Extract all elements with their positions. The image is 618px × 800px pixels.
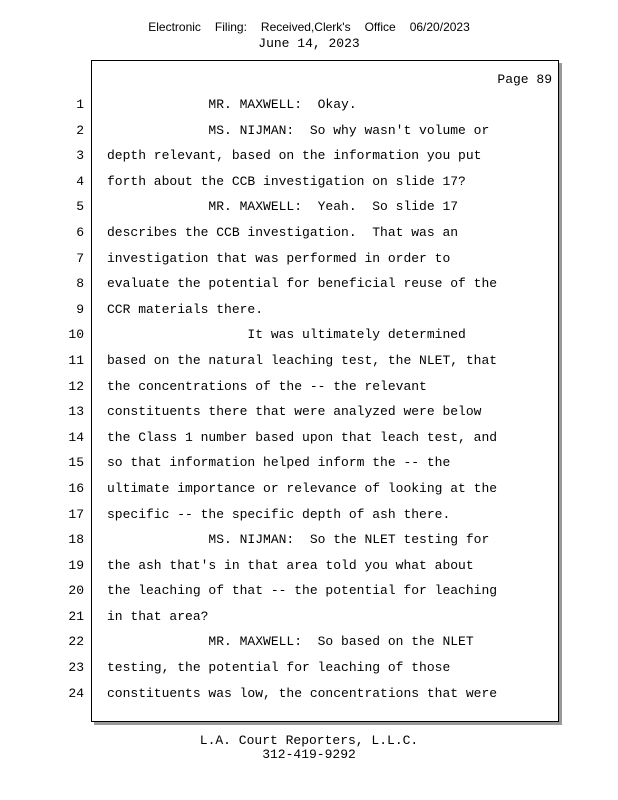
transcript-line: depth relevant, based on the information you put: [107, 148, 482, 164]
transcript-line: in that area?: [107, 608, 209, 624]
line-number: 6: [76, 224, 84, 240]
line-number: 22: [68, 634, 84, 650]
line-number: 18: [68, 532, 84, 548]
filing-stamp-part: 06/20/2023: [409, 20, 470, 34]
transcript-line: MS. NIJMAN: So why wasn't volume or: [107, 122, 490, 138]
reporter-company: L.A. Court Reporters, L.L.C.: [199, 733, 419, 748]
line-number: 23: [68, 660, 84, 676]
transcript-line: investigation that was performed in order to: [107, 250, 451, 266]
filing-stamp-part: Office: [364, 20, 396, 34]
line-number: 20: [68, 583, 84, 599]
transcript-body: [107, 92, 547, 706]
line-number: 11: [68, 352, 84, 368]
line-number: 1: [76, 97, 84, 112]
transcript-line: constituents there that were analyzed were below: [107, 404, 482, 420]
line-number: 4: [76, 173, 84, 189]
filing-stamp-part: Filing:: [214, 20, 247, 34]
filing-stamp-part: Electronic: [148, 20, 201, 34]
transcript-line: MR. MAXWELL: So based on the NLET: [107, 634, 474, 650]
transcript-line: CCR materials there.: [107, 301, 264, 317]
transcript-line: so that information helped inform the -- the: [107, 455, 451, 471]
transcript-line: based on the natural leaching test, the NLET, that: [107, 352, 498, 368]
line-number: 3: [76, 148, 84, 164]
line-number: 15: [68, 455, 84, 471]
line-number: 2: [76, 122, 84, 138]
transcript-line: forth about the CCB investigation on slide 17?: [107, 173, 466, 189]
transcript-line: MR. MAXWELL: Okay.: [107, 97, 357, 112]
line-number: 9: [76, 301, 84, 317]
transcript-line: ultimate importance or relevance of looking at the: [107, 480, 498, 496]
transcript-line: the leaching of that -- the potential for leaching: [107, 583, 498, 599]
transcript-line: constituents was low, the concentrations that were: [107, 685, 498, 701]
filing-stamp: [0, 20, 618, 34]
reporter-phone: 312-419-9292: [262, 747, 356, 762]
line-number: 16: [68, 480, 84, 496]
line-number: 13: [68, 404, 84, 420]
line-number: 19: [68, 557, 84, 573]
line-number: 17: [68, 506, 84, 522]
transcript-line: testing, the potential for leaching of those: [107, 660, 451, 676]
line-number: 7: [76, 250, 84, 266]
transcript-line: the Class 1 number based upon that leach test, and: [107, 429, 498, 445]
line-number: 5: [76, 199, 84, 215]
line-number: 8: [76, 276, 84, 292]
transcript-date: June 14, 2023: [258, 36, 360, 51]
transcript-line: evaluate the potential for beneficial reuse of the: [107, 276, 498, 292]
line-number: 14: [68, 429, 84, 445]
line-number: 12: [68, 378, 84, 394]
transcript-line: the ash that's in that area told you what about: [107, 557, 474, 573]
transcript-line: It was ultimately determined: [107, 327, 466, 343]
transcript-line: the concentrations of the -- the relevant: [107, 378, 427, 394]
transcript-line: describes the CCB investigation. That was an: [107, 224, 459, 240]
transcript-line: MR. MAXWELL: Yeah. So slide 17: [107, 199, 459, 215]
line-number: 10: [68, 327, 84, 343]
transcript-line: specific -- the specific depth of ash there.: [107, 506, 451, 522]
line-number: 24: [68, 685, 84, 701]
line-number-column: [40, 92, 84, 706]
line-number: 21: [68, 608, 84, 624]
filing-stamp-part: Received,Clerk's: [260, 20, 351, 34]
transcript-line: MS. NIJMAN: So the NLET testing for: [107, 532, 490, 548]
page-number: Page 89: [497, 72, 552, 87]
